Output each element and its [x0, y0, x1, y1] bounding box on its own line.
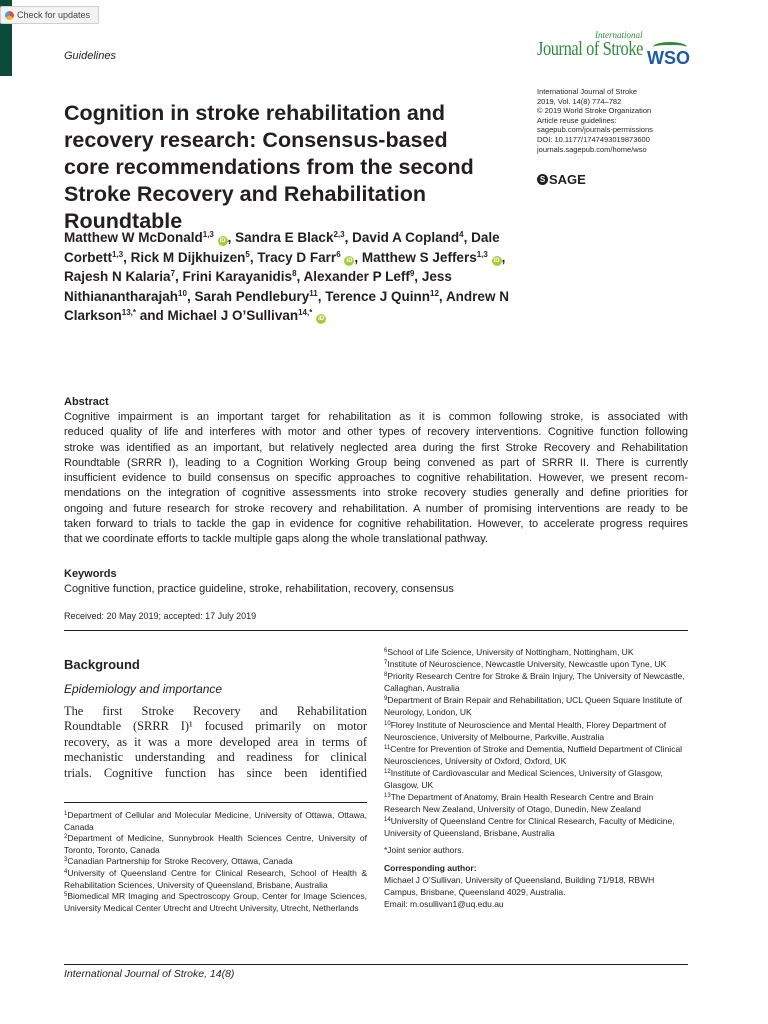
author-separator: and: [136, 308, 168, 324]
meta-line: Article reuse guidelines:: [537, 115, 617, 125]
joint-senior-note: *Joint senior authors.: [384, 844, 464, 855]
author-affiliation-marker: 13,*: [121, 308, 137, 318]
affiliation-number: 13: [384, 793, 391, 800]
title-line: recovery research: Consensus-based: [64, 128, 448, 152]
author-name[interactable]: Alexander P Leff: [303, 269, 410, 285]
author-name[interactable]: Tracy D Farr: [257, 249, 337, 265]
abstract-heading: Abstract: [64, 396, 109, 408]
orcid-icon[interactable]: iD: [346, 257, 353, 264]
abstract-line: Cognitive impairment is an important target for rehabilitation as it is common following stroke, is associated with: [64, 411, 688, 423]
journal-home-link[interactable]: journals.sagepub.com/home/wso: [537, 144, 647, 154]
affiliation-item: [384, 694, 688, 718]
author-affiliation-marker: 1,3: [202, 230, 214, 239]
affiliation-number: 10: [384, 720, 391, 727]
affiliation-item: [64, 810, 367, 833]
affiliation-text: Biomedical MR Imaging and Spectroscopy Group, Center for Image Sciences, University Medical Center Utrecht and Utrecht University, Utrecht, Netherlands: [64, 891, 367, 913]
title-line: Roundtable: [64, 209, 183, 233]
background-line: trials. Cognitive function has since been identified: [64, 765, 367, 780]
affiliation-item: [384, 767, 688, 791]
author-separator: ,: [227, 230, 236, 245]
author-name[interactable]: David A Copland: [352, 230, 460, 245]
logo-international-text: International: [595, 30, 643, 40]
author-name[interactable]: Jess Nithianantharajah: [64, 269, 452, 304]
affiliation-item: [384, 646, 688, 658]
affiliation-number: 3: [64, 857, 68, 864]
orcid-icon[interactable]: iD: [493, 257, 500, 264]
footer-divider: [64, 964, 688, 965]
author-separator: ,: [463, 230, 472, 245]
author-separator: ,: [344, 230, 353, 245]
affiliation-item: [384, 743, 688, 767]
author-name[interactable]: Dale Corbett: [64, 230, 500, 265]
author-name[interactable]: Matthew S Jeffers: [361, 249, 477, 265]
logo-journal-name: Journal of Stroke: [537, 38, 643, 60]
title-line: Cognition in stroke rehabilitation and: [64, 101, 446, 125]
author-separator: ,: [438, 288, 446, 304]
affiliation-item: [384, 791, 688, 815]
orcid-icon[interactable]: iD: [318, 316, 325, 323]
background-line: Roundtable (SRRR I)¹ focused primarily on motor: [64, 719, 367, 734]
author-name[interactable]: Michael J O’Sullivan: [167, 308, 299, 324]
crossmark-icon: [5, 11, 14, 20]
check-for-updates-badge[interactable]: [0, 6, 99, 24]
affiliation-text: Institute of Neuroscience, Newcastle University, Newcastle upon Tyne, UK: [387, 659, 667, 670]
author-affiliation-marker: 12: [430, 288, 439, 298]
abstract-line: that we coordinate efforts to tackle multiple gaps along the whole translational pathway.: [64, 533, 488, 546]
affiliation-number: 8: [384, 672, 388, 679]
affiliation-item: [64, 856, 367, 868]
affiliation-text: University of Queensland Centre for Clinical Research, Faculty of Medicine, University of Queensland, Brisbane, Australia: [384, 816, 675, 839]
author-separator: ,: [317, 288, 326, 304]
abstract-line: insufficient evidence to build consensus on specific approaches to cognitive rehabilitation. However, we present recom-: [64, 472, 688, 485]
abstract-line: stroke was identified as an important, but relatively neglected area during the first Stroke Recovery and Rehabilitation: [64, 441, 688, 454]
affiliation-item: [384, 658, 688, 670]
author-separator: ,: [249, 249, 258, 265]
affiliation-text: Department of Brain Repair and Rehabilitation, UCL Queen Square Institute of Neurology, London, UK: [384, 695, 682, 718]
background-line: mechanistic understanding and readiness for clinical: [64, 750, 367, 765]
sage-logo-text: SAGE: [549, 172, 586, 187]
affiliation-item: [384, 815, 688, 839]
sage-logo: [537, 172, 586, 187]
author-name[interactable]: Matthew W McDonald: [64, 230, 203, 245]
author-affiliation-marker: 10: [178, 288, 187, 298]
affiliation-text: School of Life Science, University of Nottingham, Nottingham, UK: [387, 647, 634, 657]
affiliation-number: 7: [384, 660, 388, 667]
affiliation-number: 2: [64, 834, 68, 841]
author-affiliation-marker: 4: [459, 230, 464, 239]
affiliation-item: [384, 670, 688, 694]
affiliations-left: [64, 810, 367, 914]
title-line: core recommendations from the second: [64, 155, 474, 179]
keywords-heading: Keywords: [64, 568, 117, 580]
author-affiliation-marker: 14,*: [298, 308, 313, 318]
author-affiliation-marker: 11: [309, 288, 318, 298]
author-name[interactable]: Rick M Dijkhuizen: [130, 249, 246, 265]
author-affiliation-marker: 9: [409, 269, 415, 279]
affiliation-text: Priority Research Centre for Stroke & Brain Injury, The University of Newcastle, Callaghan, Australia: [384, 671, 685, 694]
abstract-line: taken forward to trials to tackle the gap in evidence for cognitive rehabilitation. However, to accelerate progress requires: [64, 518, 688, 531]
affiliation-text: Institute of Cardiovascular and Medical Sciences, University of Glasgow, Glasgow, UK: [384, 767, 663, 791]
orcid-icon[interactable]: iD: [219, 238, 226, 244]
background-heading: Background: [64, 657, 140, 672]
affiliation-number: 12: [384, 768, 391, 775]
affiliation-text: Department of Medicine, Sunnybrook Health Sciences Centre, University of Toronto, Toronto, Canada: [64, 833, 367, 855]
sage-s-icon: S: [537, 174, 548, 185]
abstract-line: ongoing and future research for stroke recovery and rehabilitation. A number of promising interventions are ready to be: [64, 502, 688, 515]
meta-line: © 2019 World Stroke Organization: [537, 106, 652, 116]
title-line: Stroke Recovery and Rehabilitation: [64, 182, 427, 206]
background-subheading: Epidemiology and importance: [64, 682, 223, 696]
article-type-label: Guidelines: [64, 50, 116, 62]
abstract-body: [64, 410, 688, 548]
affiliation-text: Florey Institute of Neuroscience and Mental Health, Florey Department of Neuroscience, University of Melbourne, Parkville, Australia: [384, 719, 667, 742]
author-name[interactable]: Rajesh N Kalaria: [64, 269, 171, 285]
affiliation-number: 5: [64, 892, 68, 899]
affiliation-text: Centre for Prevention of Stroke and Dementia, Nuffield Department of Clinical Neurosciences, University of Oxford, Oxford, UK: [384, 743, 683, 766]
check-for-updates-label: Check for updates: [17, 10, 91, 20]
affiliation-text: The Department of Anatomy, Brain Health Research Centre and Brain Research New Zealand, University of Otago, Dunedin, New Zealand: [384, 792, 654, 815]
affiliation-text: University of Queensland Centre for Clinical Research, School of Health & Rehabilitation Sciences, University of Queensland, Brisbane, Australia: [64, 867, 367, 890]
affiliations-right: [384, 646, 688, 910]
journal-logo: [537, 30, 737, 80]
affiliation-item: [64, 868, 367, 891]
affiliation-item: [64, 833, 367, 856]
affiliation-number: 9: [384, 696, 388, 703]
affiliation-text: Department of Cellular and Molecular Medicine, University of Ottawa, Ottawa, Canada: [64, 810, 367, 832]
author-separator: ,: [123, 249, 131, 265]
author-affiliation-marker: 6: [336, 249, 341, 259]
abstract-line: Roundtable (SRRR I), leading to a Cognition Working Group being convened as part of SRRR II. There is currently: [64, 456, 688, 469]
corresponding-line: Campus, Brisbane, Queensland 4029, Australia.: [384, 886, 566, 897]
author-affiliation-marker: 2,3: [333, 230, 345, 239]
footnote-divider: [64, 802, 367, 803]
section-divider: [64, 630, 688, 631]
corresponding-author-heading: Corresponding author:: [384, 862, 477, 873]
author-separator: ,: [175, 269, 183, 285]
author-separator: ,: [414, 269, 422, 285]
meta-line: International Journal of Stroke: [537, 87, 638, 96]
author-affiliation-marker: 1,3: [112, 249, 124, 259]
affiliation-number: 6: [384, 648, 388, 654]
author-name[interactable]: Sandra E Black: [235, 230, 334, 245]
author-list: [64, 228, 544, 326]
journal-metadata: [537, 87, 653, 154]
affiliation-text: Canadian Partnership for Stroke Recovery, Ottawa, Canada: [67, 856, 293, 867]
author-separator: ,: [354, 249, 362, 265]
author-affiliation-marker: 8: [292, 269, 297, 279]
logo-wso: WSO: [647, 48, 690, 68]
page-footer: International Journal of Stroke, 14(8): [64, 968, 235, 980]
affiliation-number: 11: [384, 744, 391, 751]
author-name[interactable]: Frini Karayanidis: [182, 269, 293, 285]
received-dates: Received: 20 May 2019; accepted: 17 July 2019: [64, 611, 257, 621]
affiliation-item: [64, 891, 367, 914]
author-affiliation-marker: 7: [170, 269, 176, 279]
author-affiliation-marker: 1,3: [476, 249, 488, 259]
meta-line: 2019, Vol. 14(8) 774–782: [537, 96, 622, 106]
author-name[interactable]: Terence J Quinn: [325, 288, 431, 304]
corresponding-line: Michael J O’Sullivan, University of Queensland, Building 71/918, RBWH: [384, 874, 655, 885]
meta-link[interactable]: sagepub.com/journals-permissions: [537, 125, 653, 135]
background-line: recovery, as it was a more developed area in terms of: [64, 734, 367, 749]
keywords-list: Cognitive function, practice guideline, stroke, rehabilitation, recovery, consensus: [64, 583, 454, 595]
abstract-line: mendations on the integration of cognitive assessments into stroke recovery studies generally and define priorities for: [64, 487, 688, 500]
affiliation-item: [384, 719, 688, 743]
author-separator: ,: [296, 269, 304, 285]
author-separator: ,: [186, 288, 195, 304]
author-name[interactable]: Andrew N Clarkson: [64, 288, 509, 324]
article-title: [64, 100, 524, 235]
author-affiliation-marker: 5: [245, 249, 250, 259]
background-body: [64, 704, 367, 781]
affiliation-number: 1: [64, 811, 68, 817]
corresponding-email[interactable]: Email: m.osullivan1@uq.edu.au: [384, 898, 504, 909]
author-separator: ,: [501, 249, 506, 265]
affiliation-number: 4: [64, 868, 68, 875]
author-name[interactable]: Sarah Pendlebury: [194, 288, 310, 304]
doi-link[interactable]: DOI: 10.1177/1747493019873600: [537, 134, 650, 144]
abstract-line: reduced quality of life and interferes with motor and other types of recovery interventions. Cognitive function following: [64, 426, 688, 439]
affiliation-number: 14: [384, 817, 391, 824]
background-line: The first Stroke Recovery and Rehabilitation: [64, 704, 367, 718]
